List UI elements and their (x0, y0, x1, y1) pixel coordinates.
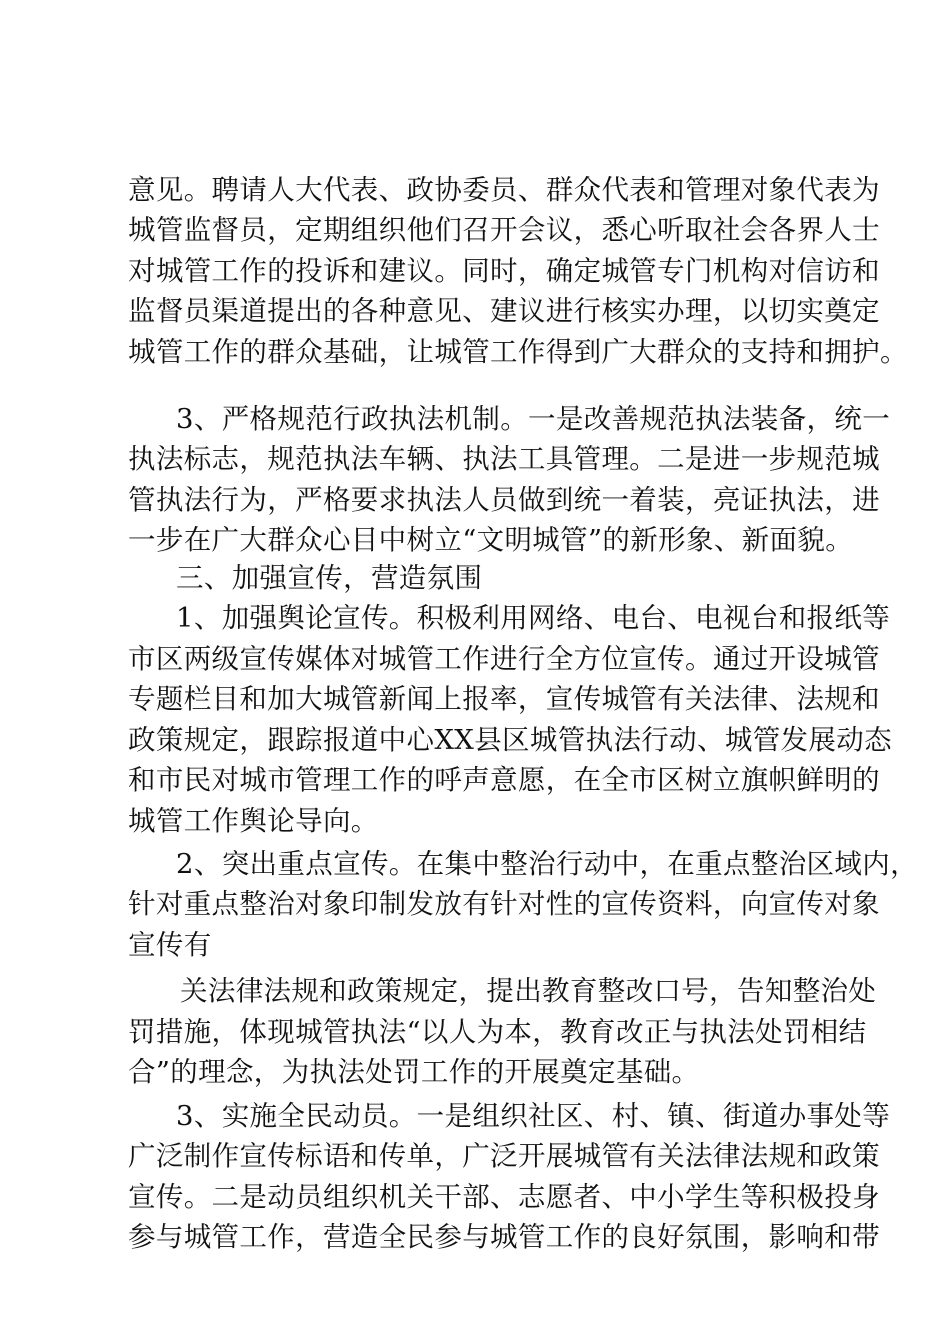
body-text-line: 城管工作舆论导向。 (128, 805, 379, 837)
body-text-line: 关法律法规和政策规定，提出教育整改口号，告知整治处 (180, 975, 877, 1007)
body-text-line: 宣传有 (128, 929, 212, 961)
body-text-line: 针对重点整治对象印制发放有针对性的宣传资料，向宣传对象 (128, 888, 880, 920)
body-text-line: 执法标志，规范执法车辆、执法工具管理。二是进一步规范城 (128, 443, 880, 475)
body-text-line: 管执法行为，严格要求执法人员做到统一着装，亮证执法，进 (128, 484, 880, 516)
body-text-line: 对城管工作的投诉和建议。同时，确定城管专门机构对信访和 (128, 255, 880, 287)
body-text-line: 专题栏目和加大城管新闻上报率，宣传城管有关法律、法规和 (128, 683, 880, 715)
body-text-line: 2、突出重点宣传。在集中整治行动中，在重点整治区域内， (176, 848, 918, 880)
body-text-line: 政策规定，跟踪报道中心XX县区城管执法行动、城管发展动态 (128, 724, 892, 756)
body-text-line: 监督员渠道提出的各种意见、建议进行核实办理，以切实奠定 (128, 295, 880, 327)
body-text-line: 城管监督员，定期组织他们召开会议，悉心听取社会各界人士 (128, 214, 880, 246)
body-text-line: 一步在广大群众心目中树立“文明城管”的新形象、新面貌。 (128, 524, 854, 556)
body-text-line: 宣传。二是动员组织机关干部、志愿者、中小学生等积极投身 (128, 1181, 880, 1213)
body-text-line: 城管工作的群众基础，让城管工作得到广大群众的支持和拥护。 (128, 336, 908, 368)
body-text-line: 3、严格规范行政执法机制。一是改善规范执法装备，统一 (176, 403, 891, 435)
section-heading: 三、加强宣传，营造氛围 (176, 562, 483, 594)
body-text-line: 和市民对城市管理工作的呼声意愿，在全市区树立旗帜鲜明的 (128, 764, 880, 796)
body-text-line: 罚措施，体现城管执法“以人为本，教育改正与执法处罚相结 (128, 1016, 867, 1048)
body-text-line: 市区两级宣传媒体对城管工作进行全方位宣传。通过开设城管 (128, 643, 880, 675)
body-text-line: 合”的理念，为执法处罚工作的开展奠定基础。 (128, 1056, 700, 1088)
body-text-line: 意见。聘请人大代表、政协委员、群众代表和管理对象代表为 (128, 174, 880, 206)
body-text-line: 1、加强舆论宣传。积极利用网络、电台、电视台和报纸等 (176, 602, 891, 634)
body-text-line: 3、实施全民动员。一是组织社区、村、镇、街道办事处等 (176, 1100, 891, 1132)
body-text-line: 参与城管工作，营造全民参与城管工作的良好氛围，影响和带 (128, 1221, 880, 1253)
body-text-line: 广泛制作宣传标语和传单，广泛开展城管有关法律法规和政策 (128, 1140, 880, 1172)
